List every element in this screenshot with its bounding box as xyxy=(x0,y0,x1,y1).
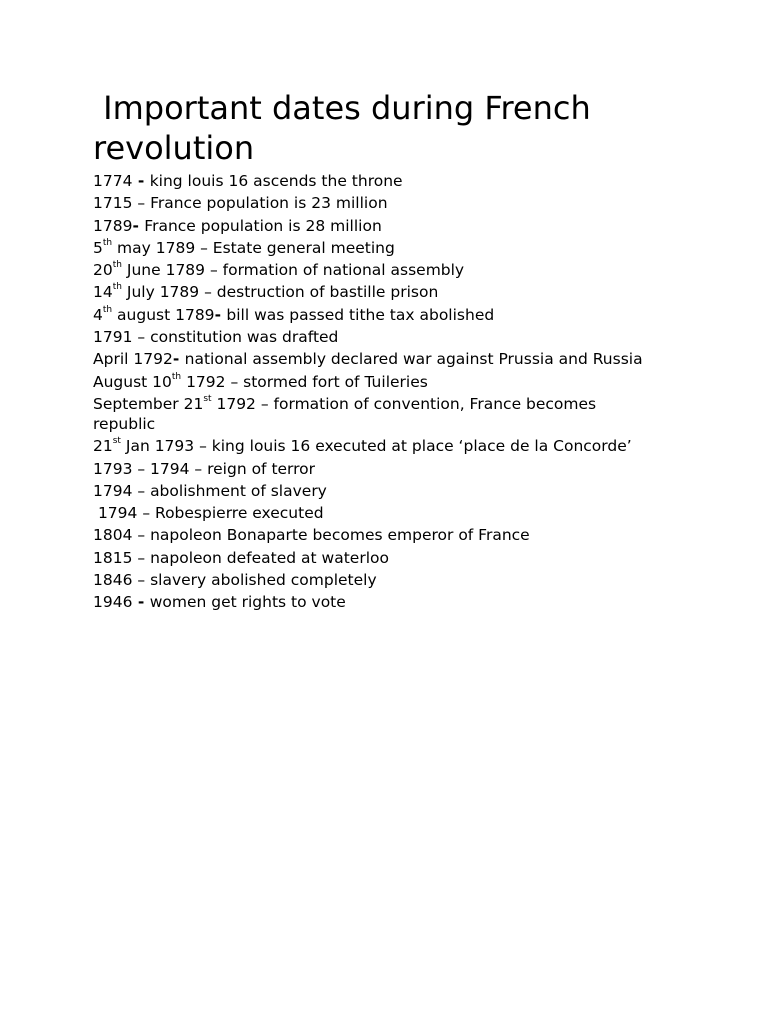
timeline-entry xyxy=(93,503,653,523)
entry-description: king louis 16 executed at place ‘place de la Concorde’ xyxy=(211,437,632,456)
entry-date: 1846 xyxy=(93,571,133,590)
entry-description: constitution was drafted xyxy=(150,328,339,347)
entry-separator: - xyxy=(132,216,145,235)
entry-separator: – xyxy=(132,328,151,347)
entry-date: 1715 xyxy=(93,194,133,213)
entry-date: 1794 xyxy=(93,504,138,523)
entry-description: formation of national assembly xyxy=(222,261,465,280)
timeline-entry xyxy=(93,216,653,236)
entry-date-suffix: th xyxy=(112,260,122,271)
entry-separator: – xyxy=(255,394,274,413)
timeline-entry xyxy=(93,525,653,545)
document-title: Important dates during French revolution xyxy=(93,89,601,167)
entry-date: 1791 xyxy=(93,328,133,347)
entry-date-tail: June 1789 xyxy=(121,261,206,280)
entry-date: 21 xyxy=(93,437,113,456)
timeline-entry xyxy=(93,548,653,568)
entry-date: April 1792 xyxy=(93,350,173,369)
entry-separator: – xyxy=(189,459,208,478)
entry-separator: – xyxy=(132,548,151,567)
entry-separator: – xyxy=(195,238,213,257)
entry-date: 1815 xyxy=(93,548,133,567)
timeline-entry xyxy=(93,238,653,258)
entry-date-suffix: th xyxy=(112,282,122,293)
entry-description: napoleon Bonaparte becomes emperor of France xyxy=(150,526,530,545)
entry-date: 4 xyxy=(93,305,103,324)
entry-date-tail: 1792 xyxy=(211,394,256,413)
entry-separator: - xyxy=(172,350,185,369)
entry-date: 1793 – 1794 xyxy=(93,459,190,478)
entry-date-tail: august 1789 xyxy=(112,305,215,324)
timeline-entry xyxy=(93,171,653,191)
timeline-entry xyxy=(93,592,653,612)
entry-date: 1789 xyxy=(93,216,133,235)
entry-description: reign of terror xyxy=(207,459,316,478)
entry-description: bill was passed tithe tax abolished xyxy=(226,305,495,324)
entry-date: 1794 xyxy=(93,481,133,500)
entry-separator: – xyxy=(132,526,151,545)
entry-description: abolishment of slavery xyxy=(150,481,327,500)
timeline-entry xyxy=(93,394,653,434)
entry-separator: – xyxy=(225,372,244,391)
timeline-entry xyxy=(93,305,653,325)
entry-date-suffix: th xyxy=(102,304,113,315)
entry-date-tail: 1792 xyxy=(181,372,226,391)
timeline-list xyxy=(93,171,653,612)
entry-description: slavery abolished completely xyxy=(150,571,377,590)
entry-date: 1946 xyxy=(93,593,133,612)
timeline-entry xyxy=(93,459,653,479)
timeline-entry xyxy=(93,481,653,501)
entry-date-suffix: th xyxy=(171,371,182,382)
entry-date: 1804 xyxy=(93,526,133,545)
entry-description: formation of convention, France becomes republic xyxy=(93,394,602,433)
entry-date: 5 xyxy=(93,238,103,257)
entry-description: France population is 28 million xyxy=(144,216,382,235)
entry-date-tail: July 1789 xyxy=(121,283,200,302)
timeline-entry xyxy=(93,436,653,456)
entry-date: August 10 xyxy=(93,372,172,391)
timeline-entry xyxy=(93,349,653,369)
entry-separator: – xyxy=(132,481,151,500)
entry-description: women get rights to vote xyxy=(149,593,346,612)
entry-description: king louis 16 ascends the throne xyxy=(149,172,403,190)
entry-description: Robespierre executed xyxy=(155,504,324,523)
entry-description: destruction of bastille prison xyxy=(216,283,439,302)
entry-separator: – xyxy=(194,437,212,456)
entry-separator: - xyxy=(214,305,227,324)
entry-description: stormed fort of Tuileries xyxy=(243,372,428,391)
entry-description: France population is 23 million xyxy=(150,194,388,213)
entry-date-suffix: st xyxy=(203,393,212,404)
entry-description: Estate general meeting xyxy=(212,238,395,257)
entry-date: September 21 xyxy=(93,394,204,413)
entry-date: 1774 xyxy=(93,172,133,190)
entry-description: napoleon defeated at waterloo xyxy=(150,548,389,567)
entry-separator: – xyxy=(132,194,151,213)
entry-separator: – xyxy=(132,571,151,590)
timeline-entry xyxy=(93,327,653,347)
entry-date-suffix: th xyxy=(102,237,113,248)
timeline-entry xyxy=(93,372,653,392)
entry-separator: - xyxy=(132,172,150,190)
entry-separator: – xyxy=(199,283,217,302)
entry-date: 20 xyxy=(93,261,113,280)
entry-date-tail: may 1789 xyxy=(112,238,196,257)
entry-separator: - xyxy=(132,593,150,612)
entry-date: 14 xyxy=(93,283,113,302)
timeline-entry xyxy=(93,193,653,213)
entry-date-tail: Jan 1793 xyxy=(120,437,195,456)
timeline-entry xyxy=(93,570,653,590)
timeline-entry xyxy=(93,282,653,302)
timeline-entry xyxy=(93,260,653,280)
entry-description: national assembly declared war against Prussia and Russia xyxy=(184,350,643,369)
entry-separator: – xyxy=(205,261,223,280)
document-page xyxy=(93,88,653,615)
entry-separator: – xyxy=(137,504,155,523)
entry-date-suffix: st xyxy=(112,436,121,447)
